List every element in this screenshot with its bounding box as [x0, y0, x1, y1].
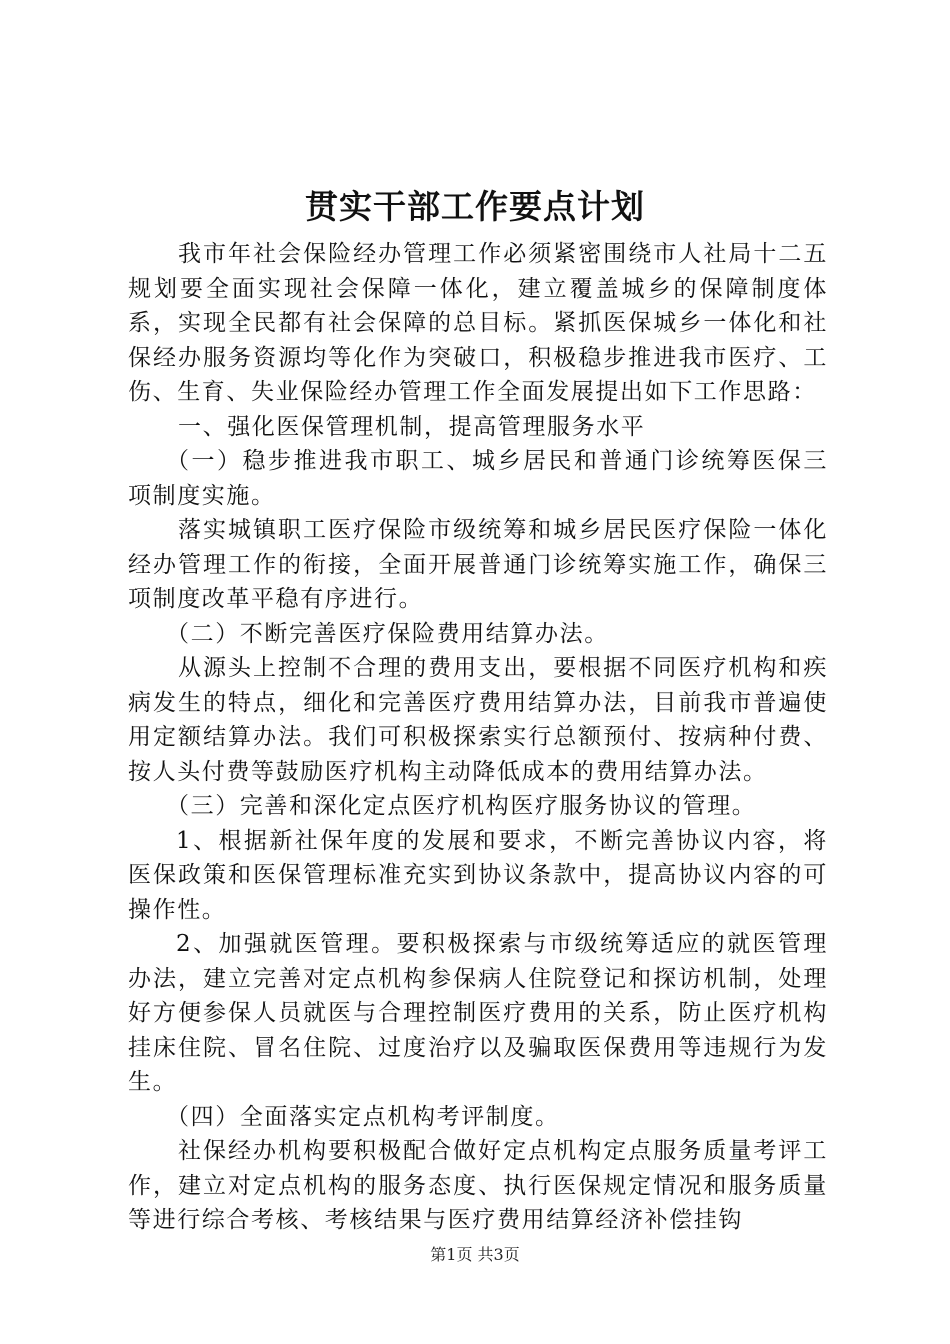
subsection-heading-1: （一）稳步推进我市职工、城乡居民和普通门诊统筹医保三项制度实施。	[128, 448, 828, 509]
paragraph-intro: 我市年社会保险经办管理工作必须紧密围绕市人社局十二五规划要全面实现社会保障一体化，建立覆盖城乡的保障制度体系，实现全民都有社会保障的总目标。紧抓医保城乡一体化和社保经办服务资源均等化作为突破口，积极稳步推进我市医疗、工伤、生育、失业保险经办管理工作全面发展提出如下工作思路：	[128, 241, 828, 405]
paragraph-subsection-4: 社保经办机构要积极配合做好定点机构定点服务质量考评工作，建立对定点机构的服务态度、执行医保规定情况和服务质量等进行综合考核、考核结果与医疗费用结算经济补偿挂钩	[128, 1138, 828, 1233]
paragraph-subsection-1: 落实城镇职工医疗保险市级统筹和城乡居民医疗保险一体化经办管理工作的衔接，全面开展普通门诊统筹实施工作，确保三项制度改革平稳有序进行。	[128, 517, 828, 612]
section-heading-1: 一、强化医保管理机制，提高管理服务水平	[178, 413, 646, 440]
numbered-item-1: 1、根据新社保年度的发展和要求，不断完善协议内容，将医保政策和医保管理标准充实到协议条款中，提高协议内容的可操作性。	[128, 827, 828, 923]
numbered-item-2: 2、加强就医管理。要积极探索与市级统筹适应的就医管理办法，建立完善对定点机构参保病人住院登记和探访机制，处理好方便参保人员就医与合理控制医疗费用的关系，防止医疗机构挂床住院、冒名住院、过度治疗以及骗取医保费用等违规行为发生。	[128, 931, 828, 1095]
document-body	[128, 237, 828, 1238]
subsection-heading-4: （四）全面落实定点机构考评制度。	[166, 1103, 560, 1130]
subsection-heading-3: （三）完善和深化定点医疗机构医疗服务协议的管理。	[166, 793, 757, 819]
subsection-heading-2: （二）不断完善医疗保险费用结算办法。	[166, 620, 609, 647]
document-title: 贯实干部工作要点计划	[305, 187, 645, 226]
page-footer: 第1页 共3页	[430, 1245, 520, 1264]
paragraph-subsection-2: 从源头上控制不合理的费用支出，要根据不同医疗机构和疾病发生的特点，细化和完善医疗费用结算办法，目前我市普遍使用定额结算办法。我们可积极探索实行总额预付、按病种付费、按人头付费等鼓励医疗机构主动降低成本的费用结算办法。	[128, 655, 828, 785]
